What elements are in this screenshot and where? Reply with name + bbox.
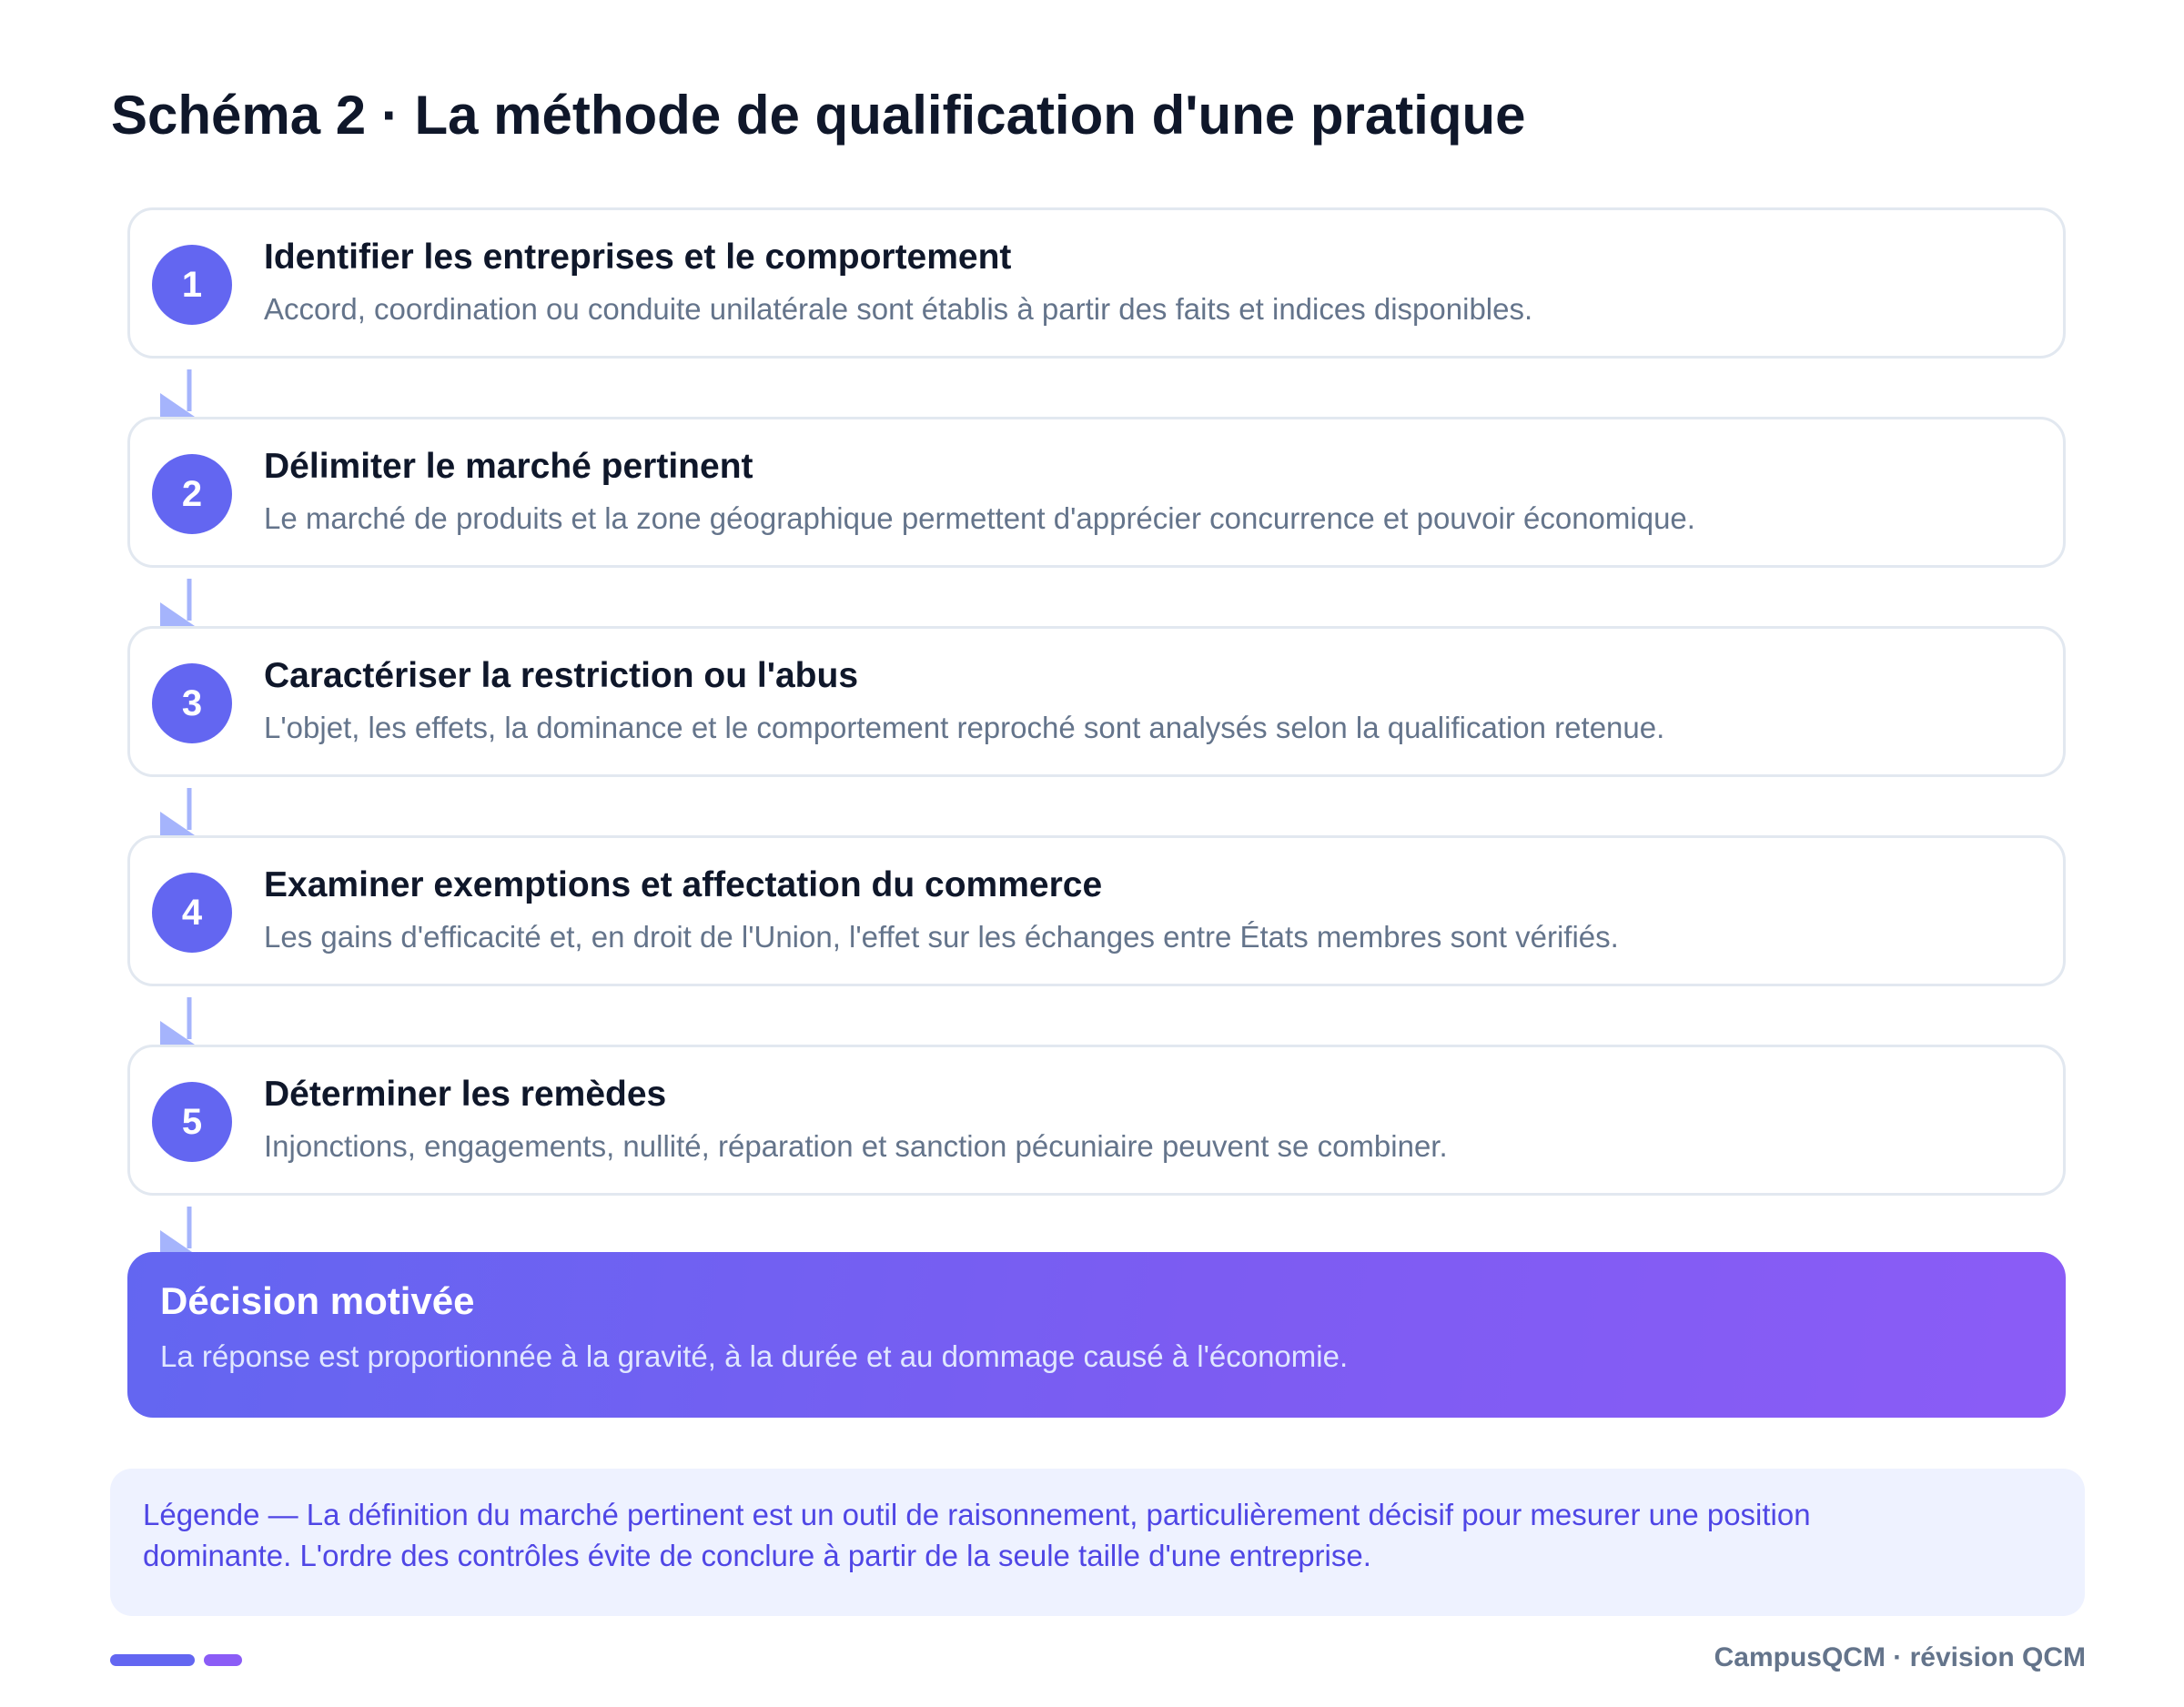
step-title: Examiner exemptions et affectation du commerce	[264, 865, 1103, 904]
legend-box	[110, 1469, 2085, 1616]
page-title: Schéma 2 · La méthode de qualification d'une pratique	[111, 85, 1526, 146]
step-number-badge: 1	[152, 245, 232, 325]
connector-arrow-icon	[158, 788, 195, 835]
final-decision-title: Décision motivée	[160, 1279, 475, 1322]
step-card-4	[127, 835, 2066, 986]
final-decision-card	[127, 1252, 2066, 1418]
step-number-badge: 5	[152, 1082, 232, 1162]
step-title: Caractériser la restriction ou l'abus	[264, 656, 859, 695]
connector-arrow-icon	[158, 1207, 195, 1254]
step-number-badge: 2	[152, 454, 232, 534]
step-title: Déterminer les remèdes	[264, 1075, 667, 1114]
connector-arrow-icon	[158, 997, 195, 1045]
step-description: Injonctions, engagements, nullité, réparation et sanction pécuniaire peuvent se combiner.	[264, 1129, 1448, 1163]
step-description: L'objet, les effets, la dominance et le comportement reproché sont analysés selon la qualification retenue.	[264, 711, 1665, 744]
footer-credit: CampusQCM · révision QCM	[1714, 1642, 2086, 1672]
connector-arrow-icon	[158, 579, 195, 626]
step-description: Accord, coordination ou conduite unilatérale sont établis à partir des faits et indices disponibles.	[264, 292, 1533, 326]
connector-arrow-icon	[158, 369, 195, 417]
step-number-badge: 3	[152, 663, 232, 743]
step-card-1	[127, 207, 2066, 359]
legend-text: Légende — La définition du marché pertinent est un outil de raisonnement, particulièrement décisif pour mesurer une position dominante. L'ordre des contrôles évite de conclure à partir de la seule taille d'une entreprise.	[143, 1498, 1811, 1572]
step-card-5	[127, 1045, 2066, 1196]
step-card-2	[127, 417, 2066, 568]
step-title: Identifier les entreprises et le comportement	[264, 237, 1012, 277]
decorative-bar-primary	[110, 1654, 195, 1666]
step-number-badge: 4	[152, 873, 232, 953]
decorative-bar-secondary	[204, 1654, 242, 1666]
final-decision-description: La réponse est proportionnée à la gravité, à la durée et au dommage causé à l'économie.	[160, 1339, 1349, 1373]
step-title: Délimiter le marché pertinent	[264, 447, 753, 486]
step-card-3	[127, 626, 2066, 777]
step-description: Le marché de produits et la zone géographique permettent d'apprécier concurrence et pouvoir économique.	[264, 501, 1695, 535]
step-description: Les gains d'efficacité et, en droit de l'Union, l'effet sur les échanges entre États membres sont vérifiés.	[264, 920, 1619, 954]
